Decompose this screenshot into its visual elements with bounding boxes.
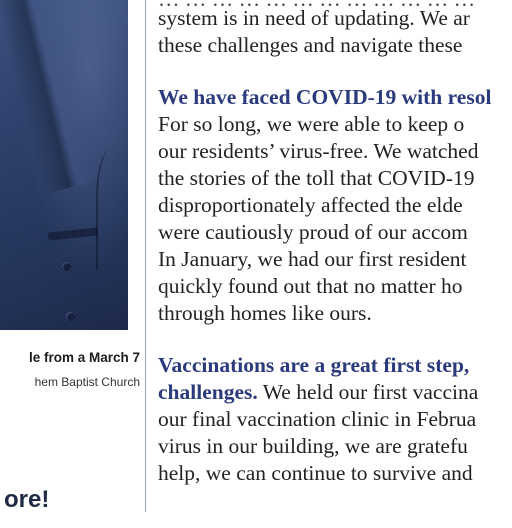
- jacket-button: [62, 262, 71, 271]
- photo-caption-line-1: le from a March 7: [28, 350, 140, 365]
- section2-mixed-line: [158, 380, 478, 404]
- jacket-seam: [96, 150, 132, 270]
- section2-heading-run: challenges.: [158, 380, 258, 404]
- jacket-button: [66, 312, 75, 321]
- photo-caption-line-2: hem Baptist Church: [34, 375, 140, 389]
- section2-line: help, we can continue to survive and: [158, 461, 473, 485]
- article-intro-line: these challenges and navigate these: [158, 33, 463, 57]
- section1-line: through homes like ours.: [158, 301, 372, 325]
- section1-line: were cautiously proud of our accom: [158, 220, 468, 244]
- portrait-photo: [0, 0, 128, 330]
- section-heading-vaccinations: Vaccinations are a great first step,: [158, 353, 470, 377]
- section1-line: For so long, we were able to keep o: [158, 112, 465, 136]
- section1-line: quickly found out that no matter ho: [158, 274, 463, 298]
- section-heading-covid: We have faced COVID-19 with resol: [158, 85, 492, 109]
- partial-sidebar-heading: [0, 486, 140, 513]
- section1-line: In January, we had our first resident: [158, 247, 467, 271]
- section1-line: our residents’ virus-free. We watched: [158, 139, 479, 163]
- article-column: [158, 0, 512, 512]
- partial-sidebar-heading-text: ore!: [4, 486, 50, 513]
- column-divider: [145, 0, 146, 512]
- section2-line-rest: We held our first vaccina: [257, 380, 479, 404]
- section1-line: the stories of the toll that COVID-19: [158, 166, 475, 190]
- section2-line: our final vaccination clinic in Februa: [158, 407, 477, 431]
- section1-line: disproportionately affected the elde: [158, 193, 463, 217]
- section2-line: virus in our building, we are gratefu: [158, 434, 468, 458]
- article-intro-line: system is in need of updating. We ar: [158, 6, 470, 30]
